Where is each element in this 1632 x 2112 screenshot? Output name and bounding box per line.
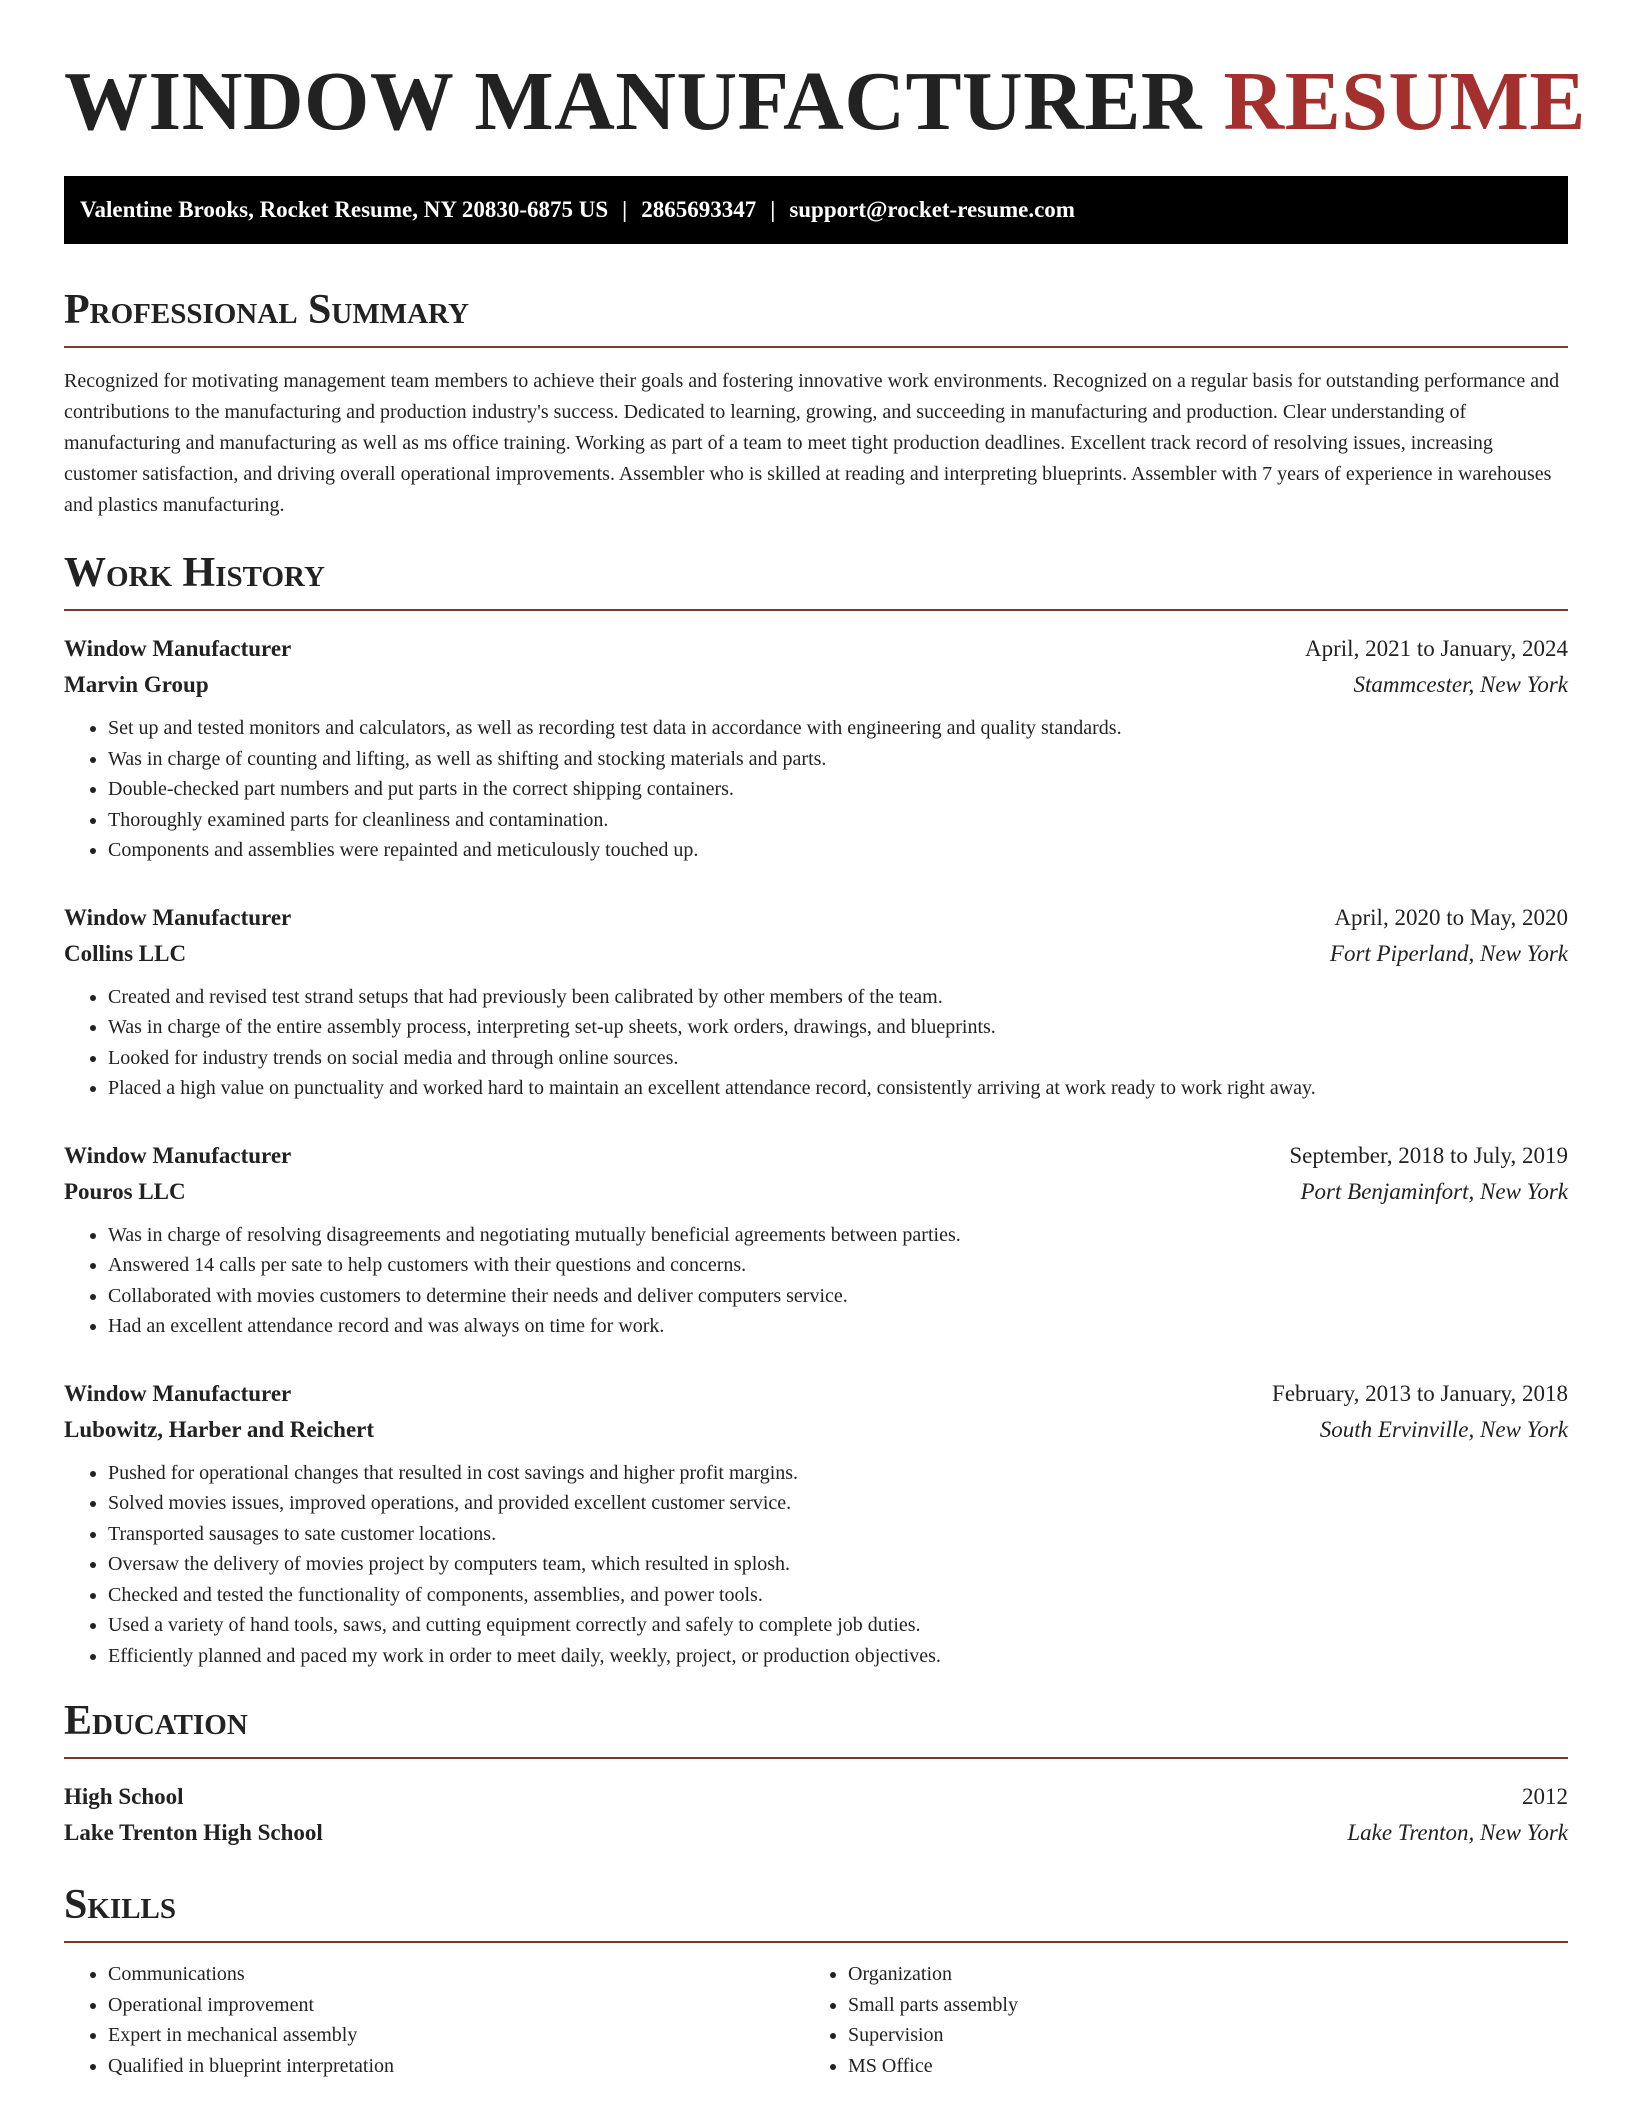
job-bullet: • Efficiently planned and paced my work in order to meet daily, weekly, project, or production objectives. (108, 1641, 1568, 1672)
job-bullet: • Created and revised test strand setups that had previously been calibrated by other members of the team. (108, 982, 1568, 1013)
section-heading-skills: Skills (64, 1882, 177, 1928)
education-header-row (64, 1779, 1568, 1815)
contact-phone: 2865693347 (641, 197, 757, 222)
job-company: Pouros LLC (64, 1178, 186, 1204)
contact-email: support@rocket-resume.com (789, 197, 1075, 222)
job-bullet: • Transported sausages to sate customer locations. (108, 1519, 1568, 1550)
section-divider (64, 1941, 1568, 1943)
job-header-row (64, 1376, 1568, 1412)
job-bullet-list (64, 1220, 1568, 1342)
job-bullet-list (64, 982, 1568, 1104)
section-heading-work-history: Work History (64, 550, 325, 596)
job-location: Port Benjaminfort, New York (1300, 1178, 1568, 1204)
job-title: Window Manufacturer (64, 904, 292, 930)
section-heading-summary: Professional Summary (64, 287, 469, 333)
job-bullet: • Double-checked part numbers and put parts in the correct shipping containers. (108, 774, 1568, 805)
section-divider (64, 609, 1568, 611)
job-bullet: • Components and assemblies were repainted and meticulously touched up. (108, 835, 1568, 866)
job-list (64, 631, 1568, 1671)
job-bullet: • Thoroughly examined parts for cleanliness and contamination. (108, 805, 1568, 836)
job-dates: April, 2021 to January, 2024 (1305, 636, 1568, 661)
summary-text: Recognized for motivating management team members to achieve their goals and fostering innovative work environments. Recognized on a regular basis for outstanding performance and contributions to the manufacturing and production industry's success. Dedicated to learning, growing, and succeeding in manufacturing and production. Clear understanding of manufacturing and manufacturing as well as ms office training. Working as part of a team to meet tight production deadlines. Excellent track record of resolving issues, increasing customer satisfaction, and driving overall operational improvements. Assembler who is skilled at reading and interpreting blueprints. Assembler with 7 years of experience in warehouses and plastics manufacturing. (64, 370, 1560, 516)
education-entry (64, 1779, 1568, 1851)
skills-column-right (804, 1959, 1544, 2081)
section-divider (64, 1757, 1568, 1759)
job-title: Window Manufacturer (64, 1142, 292, 1168)
job-company-row (64, 936, 1568, 972)
job-bullet: • Set up and tested monitors and calculators, as well as recording test data in accordance with engineering and quality standards. (108, 713, 1568, 744)
job-dates: February, 2013 to January, 2018 (1272, 1380, 1568, 1406)
section-divider (64, 346, 1568, 348)
job-bullet: • Pushed for operational changes that resulted in cost savings and higher profit margins. (108, 1458, 1568, 1489)
skill-item: • Communications (108, 1959, 804, 1990)
job-bullet: • Placed a high value on punctuality and worked hard to maintain an excellent attendance record, consistently arriving at work ready to work right away. (108, 1073, 1568, 1104)
skill-item: • Supervision (848, 2020, 1544, 2051)
job-company-row (64, 667, 1568, 703)
education-degree: High School (64, 1784, 184, 1809)
skill-item: • Operational improvement (108, 1990, 804, 2021)
job-location: Stammcester, New York (1353, 672, 1568, 697)
job-bullet: • Oversaw the delivery of movies project by computers team, which resulted in splosh. (108, 1549, 1568, 1580)
skills-grid (64, 1959, 1568, 2081)
job-company: Collins LLC (64, 940, 187, 966)
job-bullet: • Looked for industry trends on social media and through online sources. (108, 1043, 1568, 1074)
job-header-row (64, 900, 1568, 936)
job-entry (64, 1138, 1568, 1342)
section-heading-education: Education (64, 1698, 248, 1744)
skills-column-left (64, 1959, 804, 2081)
title-accent: RESUME (1223, 55, 1586, 148)
job-entry (64, 1376, 1568, 1672)
job-title: Window Manufacturer (64, 636, 292, 661)
job-company: Lubowitz, Harber and Reichert (64, 1416, 375, 1442)
resume-title (64, 52, 1586, 152)
contact-separator: | (622, 197, 628, 222)
job-company-row (64, 1412, 1568, 1448)
job-bullet: • Was in charge of resolving disagreements and negotiating mutually beneficial agreements between parties. (108, 1220, 1568, 1251)
education-school: Lake Trenton High School (64, 1820, 323, 1845)
job-bullet: • Was in charge of counting and lifting, as well as shifting and stocking materials and parts. (108, 744, 1568, 775)
job-company-row (64, 1174, 1568, 1210)
education-location: Lake Trenton, New York (1347, 1820, 1568, 1845)
education-year: 2012 (1522, 1784, 1568, 1809)
job-bullet-list (64, 713, 1568, 866)
skill-item: • Organization (848, 1959, 1544, 1990)
job-dates: September, 2018 to July, 2019 (1289, 1142, 1568, 1168)
job-bullet: • Was in charge of the entire assembly process, interpreting set-up sheets, work orders, drawings, and blueprints. (108, 1012, 1568, 1043)
work-history-section (64, 547, 1568, 1671)
job-entry (64, 900, 1568, 1104)
job-bullet: • Solved movies issues, improved operations, and provided excellent customer service. (108, 1488, 1568, 1519)
job-bullet: • Checked and tested the functionality of components, assemblies, and power tools. (108, 1580, 1568, 1611)
job-entry (64, 631, 1568, 866)
job-bullet-list (64, 1458, 1568, 1672)
contact-address: Valentine Brooks, Rocket Resume, NY 20830-6875 US (80, 197, 609, 222)
skill-item: • Qualified in blueprint interpretation (108, 2051, 804, 2082)
job-title: Window Manufacturer (64, 1380, 292, 1406)
education-school-row (64, 1815, 1568, 1851)
job-header-row (64, 1138, 1568, 1174)
skill-item: • Small parts assembly (848, 1990, 1544, 2021)
job-location: Fort Piperland, New York (1329, 940, 1568, 966)
job-dates: April, 2020 to May, 2020 (1334, 904, 1568, 930)
job-company: Marvin Group (64, 672, 209, 697)
contact-separator: | (770, 197, 776, 222)
job-bullet: • Collaborated with movies customers to determine their needs and deliver computers service. (108, 1281, 1568, 1312)
skills-section (64, 1879, 1568, 2081)
job-location: South Ervinville, New York (1319, 1416, 1568, 1442)
job-bullet: • Answered 14 calls per sate to help customers with their questions and concerns. (108, 1250, 1568, 1281)
skill-item: • MS Office (848, 2051, 1544, 2082)
title-main: WINDOW MANUFACTURER (64, 55, 1203, 148)
job-header-row (64, 631, 1568, 667)
summary-section (64, 284, 1568, 521)
job-bullet: • Had an excellent attendance record and was always on time for work. (108, 1311, 1568, 1342)
education-section (64, 1695, 1568, 1851)
contact-bar (64, 176, 1568, 244)
skill-item: • Expert in mechanical assembly (108, 2020, 804, 2051)
job-bullet: • Used a variety of hand tools, saws, and cutting equipment correctly and safely to complete job duties. (108, 1610, 1568, 1641)
